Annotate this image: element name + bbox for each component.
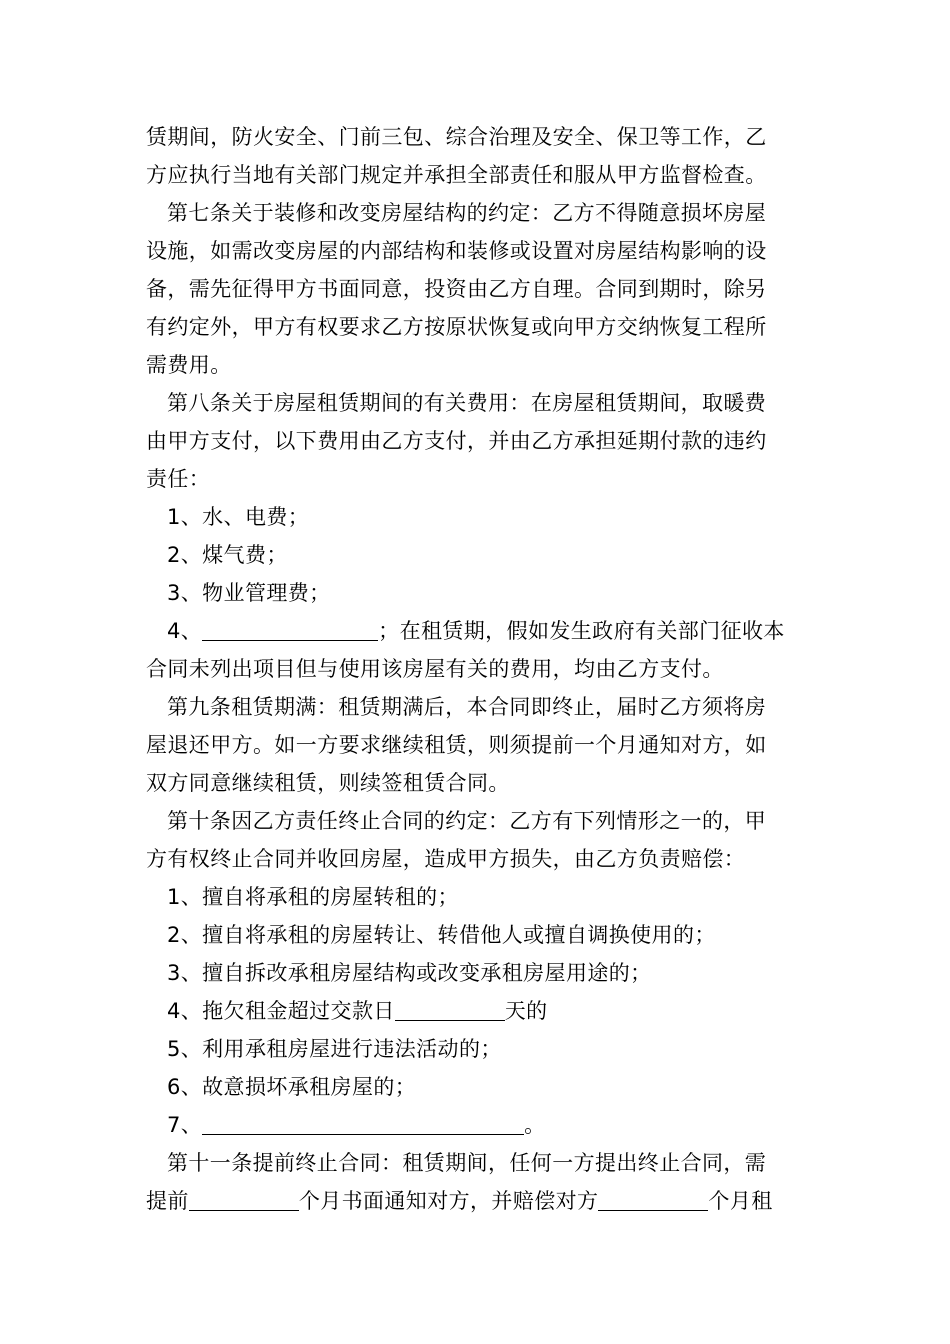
text-line: 方应执行当地有关部门规定并承担全部责任和服从甲方监督检查。: [146, 163, 767, 187]
text-line: 需费用。: [146, 353, 232, 377]
line-text: 7、: [167, 1113, 203, 1137]
text-line: 第九条租赁期满：租赁期满后，本合同即终止，届时乙方须将房: [167, 695, 767, 719]
text-line: [146, 612, 810, 650]
line-text: 4、: [167, 619, 203, 643]
fill-in-blank: [395, 996, 505, 1021]
text-line: 第十一条提前终止合同：租赁期间，任何一方提出终止合同，需: [167, 1151, 767, 1175]
text-line: 第八条关于房屋租赁期间的有关费用：在房屋租赁期间，取暖费: [167, 391, 767, 415]
text-line: 第十条因乙方责任终止合同的约定：乙方有下列情形之一的，甲: [167, 809, 767, 833]
text-line: 双方同意继续租赁，则续签租赁合同。: [146, 771, 510, 795]
text-line: 有约定外，甲方有权要求乙方按原状恢复或向甲方交纳恢复工程所: [146, 315, 767, 339]
text-line: 设施，如需改变房屋的内部结构和装修或设置对房屋结构影响的设: [146, 239, 767, 263]
text-line: [146, 992, 810, 1030]
line-text: 。: [524, 1113, 546, 1137]
text-line: 第七条关于装修和改变房屋结构的约定：乙方不得随意损坏房屋: [167, 201, 767, 225]
text-line: 1、擅自将承租的房屋转租的；: [167, 885, 459, 909]
text-line: [146, 1106, 810, 1144]
text-line: 1、水、电费；: [167, 505, 310, 529]
text-line: [146, 1182, 810, 1220]
text-line: 责任：: [146, 467, 211, 491]
line-text: 提前: [146, 1189, 189, 1213]
text-line: 合同未列出项目但与使用该房屋有关的费用，均由乙方支付。: [146, 657, 724, 681]
text-line: 6、故意损坏承租房屋的；: [167, 1075, 417, 1099]
line-text: 4、拖欠租金超过交款日: [167, 999, 395, 1023]
text-line: 由甲方支付，以下费用由乙方支付，并由乙方承担延期付款的违约: [146, 429, 767, 453]
line-text: 个月书面通知对方，并赔偿对方: [298, 1189, 599, 1213]
text-line: 方有权终止合同并收回房屋，造成甲方损失，由乙方负责赔偿：: [146, 847, 746, 871]
line-text: ；在租赁期，假如发生政府有关部门征收本: [378, 619, 785, 643]
fill-in-blank: [202, 1110, 524, 1135]
text-line: 屋退还甲方。如一方要求继续租赁，则须提前一个月通知对方，如: [146, 733, 767, 757]
text-line: 5、利用承租房屋进行违法活动的；: [167, 1037, 502, 1061]
fill-in-blank: [598, 1186, 708, 1211]
document-page: [146, 118, 810, 1220]
text-line: 2、煤气费；: [167, 543, 288, 567]
fill-in-blank: [202, 616, 378, 641]
line-text: 个月租: [708, 1189, 773, 1213]
text-line: 备，需先征得甲方书面同意，投资由乙方自理。合同到期时，除另: [146, 277, 767, 301]
fill-in-blank: [189, 1186, 299, 1211]
line-text: 天的: [504, 999, 548, 1023]
text-line: 赁期间，防火安全、门前三包、综合治理及安全、保卫等工作，乙: [146, 125, 767, 149]
text-line: 3、擅自拆改承租房屋结构或改变承租房屋用途的；: [167, 961, 652, 985]
text-line: 2、擅自将承租的房屋转让、转借他人或擅自调换使用的；: [167, 923, 716, 947]
text-line: 3、物业管理费；: [167, 581, 331, 605]
